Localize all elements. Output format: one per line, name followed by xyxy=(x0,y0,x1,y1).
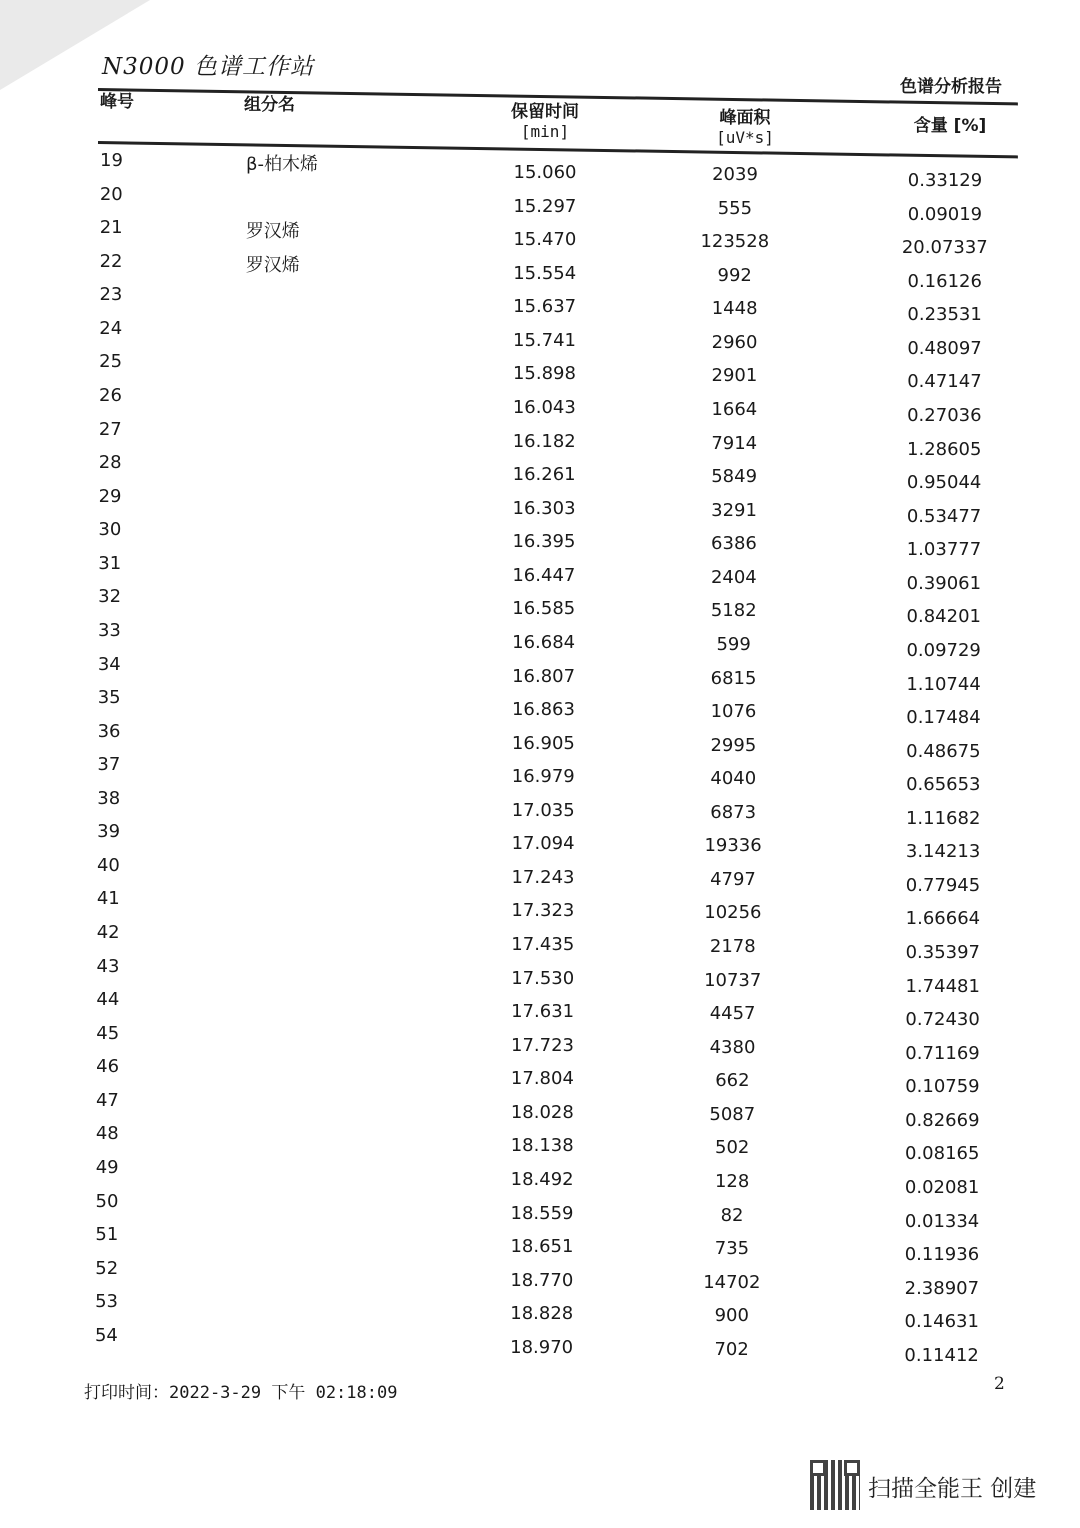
content-percent: 0.72430 xyxy=(905,1009,980,1031)
table-row xyxy=(0,317,1080,359)
peak-number: 22 xyxy=(99,250,123,272)
peak-number: 20 xyxy=(99,183,123,205)
peak-number: 53 xyxy=(95,1291,119,1313)
content-percent: 20.07337 xyxy=(901,237,988,259)
peak-number: 40 xyxy=(96,854,120,876)
content-percent: 0.09019 xyxy=(907,203,983,225)
content-percent: 0.77945 xyxy=(905,874,981,896)
peak-number: 44 xyxy=(96,989,120,1011)
content-percent: 1.03777 xyxy=(906,539,982,561)
peak-area: 10737 xyxy=(704,969,762,991)
retention-time: 16.395 xyxy=(512,531,576,553)
retention-time: 18.970 xyxy=(510,1336,574,1358)
content-percent: 0.17484 xyxy=(906,707,981,729)
table-row xyxy=(0,787,1080,829)
retention-time: 16.905 xyxy=(511,732,575,754)
retention-time: 17.243 xyxy=(511,866,575,888)
content-percent: 2.38907 xyxy=(904,1277,980,1299)
retention-time: 15.741 xyxy=(513,329,577,351)
peak-area: 82 xyxy=(720,1204,744,1226)
peak-area: 1076 xyxy=(710,701,757,723)
retention-time: 15.554 xyxy=(513,262,577,284)
peak-area: 3291 xyxy=(711,499,757,521)
peak-number: 46 xyxy=(96,1056,120,1078)
retention-time: 17.323 xyxy=(511,900,575,922)
table-row xyxy=(0,485,1080,527)
peak-area: 2039 xyxy=(712,164,758,185)
peak-number: 33 xyxy=(97,619,121,641)
content-percent: 0.82669 xyxy=(905,1109,980,1131)
peak-area: 1448 xyxy=(711,298,758,320)
content-percent: 0.11412 xyxy=(904,1344,979,1366)
peak-number: 43 xyxy=(96,955,120,977)
table-row xyxy=(0,1224,1080,1266)
page-number: 2 xyxy=(994,1374,1005,1394)
peak-number: 26 xyxy=(99,384,122,406)
content-percent: 1.28605 xyxy=(907,438,982,460)
retention-time: 18.028 xyxy=(510,1101,574,1123)
peak-number: 23 xyxy=(99,284,123,306)
retention-time-unit: [min] xyxy=(520,122,570,141)
print-time: 打印时间：2022-3-29 下午 02:18:09 xyxy=(84,1383,398,1403)
peak-area: 123528 xyxy=(700,231,770,253)
report-title: 色谱分析报告 xyxy=(900,77,1002,97)
peak-number: 19 xyxy=(100,150,123,171)
table-row xyxy=(0,888,1080,930)
peak-area: 1664 xyxy=(711,398,758,420)
peak-number: 24 xyxy=(99,317,123,339)
table-row xyxy=(0,720,1080,762)
component-name: 罗汉烯 xyxy=(245,254,300,276)
peak-area: 5087 xyxy=(709,1103,756,1125)
content-percent: 0.84201 xyxy=(906,606,981,628)
table-row xyxy=(0,150,1080,191)
peak-number: 54 xyxy=(94,1324,118,1346)
peak-area: 5182 xyxy=(710,600,757,622)
column-header-component-name: 组分名 xyxy=(244,95,295,115)
table-row xyxy=(0,1056,1080,1098)
peak-area: 2960 xyxy=(711,331,758,353)
column-header-retention-time xyxy=(480,102,610,142)
retention-time: 18.828 xyxy=(510,1303,574,1325)
peak-area: 128 xyxy=(714,1171,750,1193)
peak-number: 37 xyxy=(97,754,121,776)
retention-time: 18.770 xyxy=(510,1269,574,1291)
peak-area: 7914 xyxy=(711,432,758,454)
table-row xyxy=(0,351,1080,393)
content-percent: 0.35397 xyxy=(905,942,981,964)
content-percent: 0.65653 xyxy=(906,774,981,796)
retention-time: 16.863 xyxy=(511,699,575,721)
column-header-content: 含量 [%] xyxy=(913,116,987,136)
table-row xyxy=(0,586,1080,628)
table-row xyxy=(0,452,1080,494)
peak-area: 735 xyxy=(714,1238,750,1260)
peak-number: 45 xyxy=(96,1022,120,1044)
peak-area: 6386 xyxy=(711,533,757,555)
peak-number: 41 xyxy=(96,888,120,910)
content-percent: 0.23531 xyxy=(907,304,982,326)
content-percent: 1.10744 xyxy=(906,673,981,695)
content-percent: 0.95044 xyxy=(906,472,982,494)
peak-area: 662 xyxy=(715,1070,750,1092)
retention-time: 18.559 xyxy=(510,1202,574,1224)
peak-number: 50 xyxy=(95,1190,119,1212)
table-row xyxy=(0,1257,1080,1299)
content-percent: 0.27036 xyxy=(907,404,982,426)
content-percent: 0.11936 xyxy=(904,1244,980,1266)
retention-time: 17.530 xyxy=(511,967,575,989)
retention-time: 17.804 xyxy=(510,1068,574,1090)
content-percent: 0.16126 xyxy=(907,270,982,292)
peak-area: 702 xyxy=(714,1338,749,1360)
peak-area: 4380 xyxy=(709,1036,756,1058)
table-row xyxy=(0,384,1080,426)
peak-area-label: 峰面积 xyxy=(719,108,771,128)
content-percent: 0.71169 xyxy=(905,1042,980,1064)
peak-number: 34 xyxy=(97,653,121,675)
peak-number: 49 xyxy=(95,1157,119,1179)
table-row xyxy=(0,1291,1080,1333)
content-percent: 1.66664 xyxy=(905,908,981,930)
peak-area: 14702 xyxy=(703,1271,761,1293)
table-row xyxy=(0,552,1080,594)
table-row xyxy=(0,519,1080,561)
retention-time: 15.898 xyxy=(512,363,576,385)
content-percent: 0.33129 xyxy=(907,170,983,191)
peak-number: 52 xyxy=(95,1257,119,1279)
retention-time: 16.979 xyxy=(511,766,575,788)
retention-time-label: 保留时间 xyxy=(511,102,579,122)
retention-time: 17.094 xyxy=(511,833,575,855)
content-percent: 0.48097 xyxy=(907,337,982,359)
table-row xyxy=(0,922,1080,964)
column-header-peak-area xyxy=(680,108,810,148)
table-row xyxy=(0,1022,1080,1064)
content-percent: 0.47147 xyxy=(907,371,982,393)
table-row xyxy=(0,989,1080,1031)
peak-number: 28 xyxy=(98,452,122,474)
retention-time: 16.303 xyxy=(512,497,576,519)
retention-time: 15.470 xyxy=(513,229,577,251)
peak-area-unit: [uV*s] xyxy=(716,128,774,147)
peak-area: 900 xyxy=(714,1305,749,1327)
table-row xyxy=(0,418,1080,460)
retention-time: 17.035 xyxy=(511,799,575,821)
table-row xyxy=(0,821,1080,863)
retention-time: 16.585 xyxy=(512,598,576,620)
peak-number: 39 xyxy=(97,821,121,843)
peak-area: 2404 xyxy=(710,566,757,588)
peak-area: 4040 xyxy=(710,768,757,790)
peak-area: 6873 xyxy=(710,801,757,823)
table-row xyxy=(0,284,1080,326)
peak-number: 38 xyxy=(97,787,121,809)
peak-number: 30 xyxy=(98,519,122,541)
content-percent: 0.10759 xyxy=(905,1076,980,1098)
peak-area: 502 xyxy=(715,1137,750,1159)
peak-area: 599 xyxy=(716,633,751,655)
retention-time: 16.447 xyxy=(512,564,576,586)
peak-area: 10256 xyxy=(704,902,762,924)
retention-time: 15.060 xyxy=(513,162,577,183)
qr-code-icon xyxy=(810,1460,860,1510)
table-row xyxy=(0,687,1080,729)
peak-area: 4797 xyxy=(710,868,756,890)
peak-number: 36 xyxy=(97,720,121,742)
retention-time: 16.182 xyxy=(512,430,576,452)
peak-number: 25 xyxy=(99,351,123,373)
retention-time: 16.261 xyxy=(512,464,576,486)
retention-time: 18.651 xyxy=(510,1236,574,1258)
content-percent: 0.39061 xyxy=(906,572,982,594)
retention-time: 16.807 xyxy=(512,665,576,687)
peak-area: 2901 xyxy=(711,365,758,387)
peak-area: 555 xyxy=(717,197,753,219)
peak-number: 48 xyxy=(95,1123,119,1145)
peak-number: 42 xyxy=(96,922,120,944)
table-row xyxy=(0,183,1080,225)
retention-time: 17.435 xyxy=(511,934,575,956)
content-percent: 0.02081 xyxy=(904,1177,980,1199)
peak-area: 2178 xyxy=(709,936,756,958)
content-percent: 0.09729 xyxy=(906,639,981,661)
table-row xyxy=(0,1324,1080,1366)
retention-time: 15.637 xyxy=(513,296,577,318)
peak-area: 4457 xyxy=(709,1003,756,1025)
peak-area: 6815 xyxy=(710,667,757,689)
retention-time: 18.492 xyxy=(510,1169,574,1191)
table-row xyxy=(0,854,1080,896)
retention-time: 17.631 xyxy=(511,1001,575,1023)
software-name: N3000 色谱工作站 xyxy=(102,54,314,80)
table-row xyxy=(0,1157,1080,1199)
retention-time: 17.723 xyxy=(511,1034,574,1056)
content-percent: 0.01334 xyxy=(904,1210,980,1232)
table-row xyxy=(0,619,1080,661)
table-row xyxy=(0,217,1080,259)
retention-time: 15.297 xyxy=(513,195,577,217)
scanner-watermark: 扫描全能王 创建 xyxy=(868,1476,1037,1502)
peak-area: 5849 xyxy=(711,466,758,488)
retention-time: 16.684 xyxy=(512,631,576,653)
peak-number: 51 xyxy=(95,1224,119,1246)
component-name: 罗汉烯 xyxy=(245,221,300,243)
column-header-peak-number: 峰号 xyxy=(100,92,134,112)
peak-area: 19336 xyxy=(704,835,762,857)
content-percent: 0.14631 xyxy=(904,1311,979,1333)
peak-number: 32 xyxy=(98,586,122,608)
peak-number: 47 xyxy=(95,1089,119,1111)
table-row xyxy=(0,1190,1080,1232)
peak-number: 31 xyxy=(98,552,122,574)
table-row xyxy=(0,1089,1080,1131)
table-row xyxy=(0,955,1080,997)
content-percent: 0.53477 xyxy=(906,505,982,527)
content-percent: 0.08165 xyxy=(905,1143,980,1165)
peak-area: 992 xyxy=(717,264,752,286)
retention-time: 16.043 xyxy=(512,396,576,418)
peak-number: 35 xyxy=(97,687,121,709)
table-row xyxy=(0,754,1080,796)
peak-number: 21 xyxy=(99,217,123,239)
component-name: β-柏木烯 xyxy=(246,154,318,175)
peak-number: 27 xyxy=(98,418,122,440)
table-row xyxy=(0,653,1080,695)
content-percent: 1.74481 xyxy=(905,975,980,997)
retention-time: 18.138 xyxy=(510,1135,574,1157)
content-percent: 3.14213 xyxy=(905,841,981,863)
table-row xyxy=(0,1123,1080,1165)
content-percent: 0.48675 xyxy=(906,740,981,762)
table-row xyxy=(0,250,1080,292)
content-percent: 1.11682 xyxy=(905,807,981,829)
peak-area: 2995 xyxy=(710,734,757,756)
peak-number: 29 xyxy=(98,485,122,507)
